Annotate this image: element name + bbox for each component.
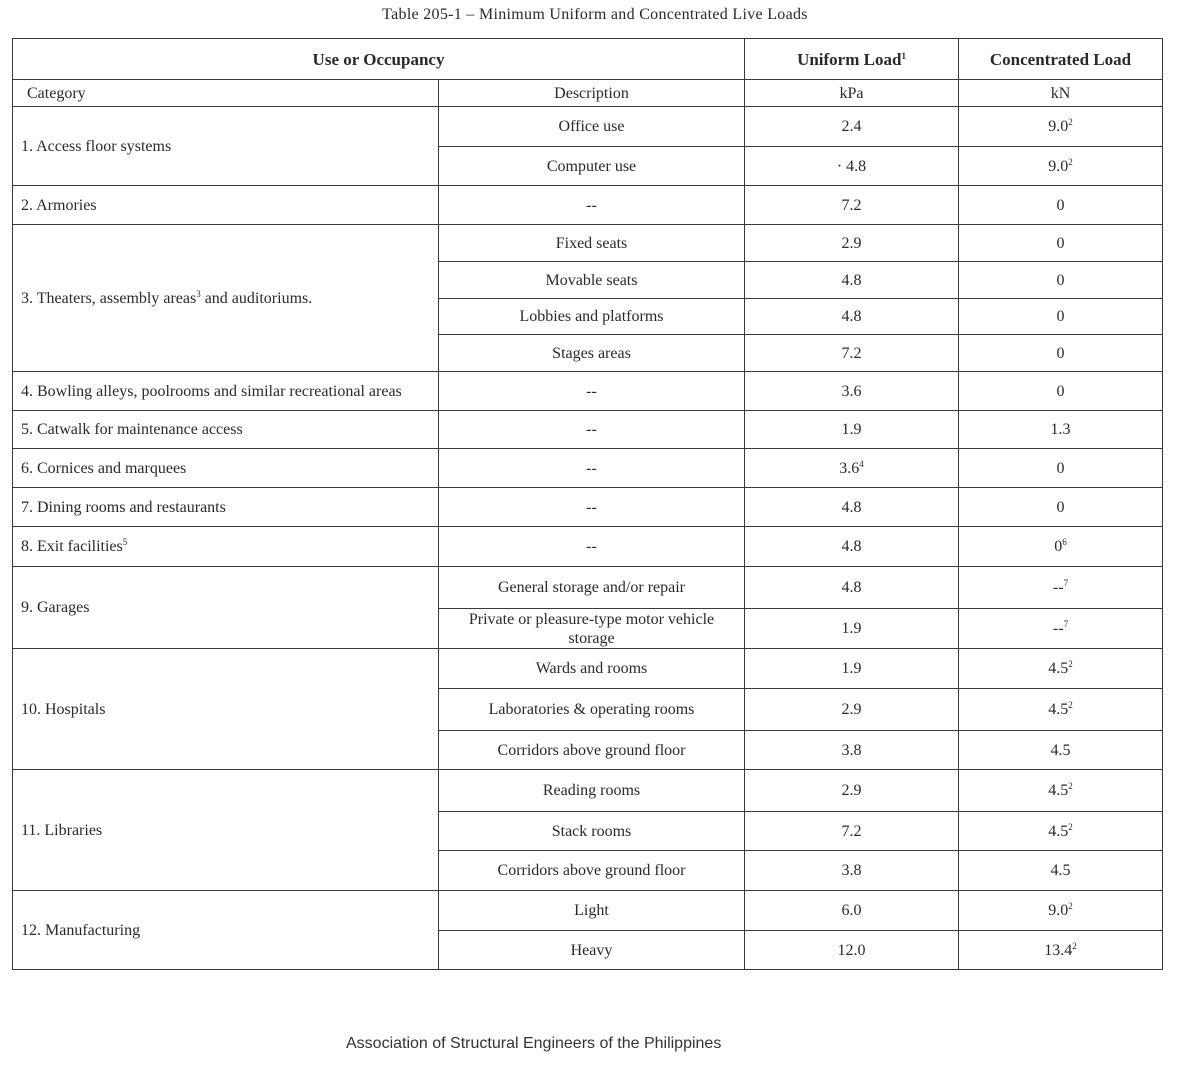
table-title: Table 205-1 – Minimum Uniform and Concentrated Live Loads: [382, 6, 808, 23]
concentrated-load-cell-footnote: 7: [1063, 619, 1069, 629]
description-cell: Corridors above ground floor: [439, 731, 745, 770]
uniform-load-cell-value: 12.0: [837, 941, 866, 959]
concentrated-load-cell-value: --: [1052, 579, 1064, 596]
category-cell: [13, 891, 439, 970]
table-body: [13, 107, 1163, 970]
concentrated-load-cell-value: 13.4: [1044, 941, 1073, 959]
concentrated-load-cell-value: 0: [1056, 498, 1065, 516]
table-row: [13, 567, 1163, 609]
concentrated-load-cell-value: 0: [1056, 308, 1065, 325]
description-cell: Private or pleasure-type motor vehicle storage: [439, 609, 745, 649]
description-cell: Wards and rooms: [439, 649, 745, 689]
uniform-load-cell: [745, 567, 959, 609]
concentrated-load-cell: [959, 186, 1163, 225]
uniform-load-cell: [745, 488, 959, 527]
uniform-load-cell-footnote: 4: [859, 458, 864, 469]
description-cell: --: [439, 488, 745, 527]
kn-unit-header: kN: [959, 80, 1163, 107]
uniform-load-cell-value: 4.8: [841, 308, 862, 325]
description-cell: Heavy: [439, 931, 745, 970]
concentrated-load-cell: [959, 527, 1163, 567]
uniform-load-cell-value: 2.4: [841, 118, 862, 135]
concentrated-load-cell: [959, 609, 1163, 649]
concentrated-load-cell: [959, 107, 1163, 147]
concentrated-load-cell-value: 4.5: [1050, 862, 1071, 879]
table-row: [13, 225, 1163, 262]
concentrated-load-cell-footnote: 2: [1068, 156, 1073, 167]
uniform-load-cell: [745, 225, 959, 262]
uniform-load-cell-value: 2.9: [841, 782, 862, 799]
concentrated-load-cell: [959, 372, 1163, 411]
description-cell: Movable seats: [439, 262, 745, 299]
description-cell: --: [439, 411, 745, 449]
concentrated-load-cell: [959, 335, 1163, 372]
concentrated-load-cell-footnote: 7: [1063, 578, 1069, 588]
uniform-load-cell: [745, 527, 959, 567]
category-label: 9. Garages: [21, 599, 90, 616]
concentrated-load-cell-footnote: 2: [1068, 659, 1073, 669]
uniform-load-cell-value: 1.9: [841, 660, 862, 677]
concentrated-load-cell: [959, 812, 1163, 851]
concentrated-load-cell-value: 1.3: [1050, 421, 1071, 438]
table-row: [13, 891, 1163, 931]
concentrated-load-cell: [959, 851, 1163, 891]
description-cell: General storage and/or repair: [439, 567, 745, 609]
concentrated-load-cell: [959, 649, 1163, 689]
uniform-load-cell-value: 7.2: [841, 196, 862, 214]
concentrated-load-cell-value: 0: [1056, 459, 1065, 477]
uniform-load-cell-value: 7.2: [841, 822, 862, 840]
uniform-load-cell: [745, 609, 959, 649]
concentrated-load-cell: [959, 147, 1163, 186]
uniform-load-cell-value: 4.8: [841, 538, 862, 555]
header-row-sub: [13, 80, 1163, 107]
description-cell: --: [439, 449, 745, 488]
concentrated-load-cell: [959, 262, 1163, 299]
uniform-load-cell: [745, 299, 959, 335]
uniform-load-cell-value: 6.0: [841, 902, 862, 919]
uniform-load-cell-value: 4.8: [841, 579, 862, 596]
description-cell: Light: [439, 891, 745, 931]
uniform-load-cell: [745, 372, 959, 411]
header-row-main: [13, 39, 1163, 80]
description-cell: Lobbies and platforms: [439, 299, 745, 335]
category-cell: [13, 372, 439, 411]
category-header: Category: [13, 80, 439, 107]
uniform-load-cell: [745, 186, 959, 225]
concentrated-load-cell-footnote: 2: [1068, 117, 1073, 127]
uniform-load-cell: [745, 931, 959, 970]
live-loads-table: [12, 38, 1163, 970]
description-cell: Computer use: [439, 147, 745, 186]
concentrated-load-cell-value: 4.5: [1050, 741, 1071, 759]
concentrated-load-header: Concentrated Load: [959, 39, 1163, 80]
table-row: [13, 372, 1163, 411]
uniform-load-cell-value: 2.9: [841, 701, 862, 718]
category-cell: [13, 107, 439, 186]
description-header: Description: [439, 80, 745, 107]
description-cell: Corridors above ground floor: [439, 851, 745, 891]
uniform-load-cell: [745, 147, 959, 186]
concentrated-load-cell-footnote: 6: [1062, 537, 1067, 547]
description-cell: --: [439, 527, 745, 567]
concentrated-load-cell-value: 9.0: [1048, 118, 1069, 135]
concentrated-load-cell: [959, 299, 1163, 335]
concentrated-load-cell: [959, 731, 1163, 770]
uniform-load-cell-value: · 4.8: [836, 157, 867, 175]
category-cell: [13, 527, 439, 567]
uniform-load-cell: [745, 851, 959, 891]
concentrated-load-cell-value: 0: [1056, 344, 1065, 362]
category-footnote: 5: [122, 537, 128, 547]
table-row: [13, 186, 1163, 225]
table-row: [13, 649, 1163, 689]
concentrated-load-cell: [959, 891, 1163, 931]
category-cell: [13, 649, 439, 770]
uniform-load-cell: [745, 731, 959, 770]
uniform-load-cell-value: 3.6: [839, 459, 860, 477]
category-label: 7. Dining rooms and restaurants: [21, 498, 226, 516]
concentrated-load-cell: [959, 411, 1163, 449]
uniform-load-cell: [745, 770, 959, 812]
concentrated-load-cell-footnote: 2: [1068, 901, 1073, 911]
category-label: 10. Hospitals: [21, 700, 106, 718]
concentrated-load-cell-value: 4.5: [1048, 660, 1069, 677]
concentrated-load-cell: [959, 689, 1163, 731]
kpa-unit-header: kPa: [745, 80, 959, 107]
category-cell: [13, 449, 439, 488]
concentrated-load-cell-footnote: 2: [1068, 700, 1073, 710]
category-cell: [13, 225, 439, 372]
concentrated-load-cell: [959, 567, 1163, 609]
concentrated-load-cell-value: 0: [1054, 538, 1063, 555]
category-label: 3. Theaters, assembly areas: [21, 289, 197, 307]
category-label: 1. Access floor systems: [21, 137, 172, 155]
uniform-load-cell-value: 4.8: [841, 498, 862, 516]
concentrated-load-cell-footnote: 2: [1068, 781, 1073, 791]
concentrated-load-cell-value: 0: [1056, 271, 1065, 289]
category-label: 6. Cornices and marquees: [21, 459, 187, 477]
concentrated-load-cell-value: 0: [1056, 382, 1065, 400]
category-cell: [13, 770, 439, 891]
concentrated-load-cell: [959, 488, 1163, 527]
table-row: [13, 449, 1163, 488]
uniform-load-cell-value: 2.9: [841, 234, 862, 252]
description-cell: Stack rooms: [439, 812, 745, 851]
category-label: 5. Catwalk for maintenance access: [21, 421, 243, 438]
table-row: [13, 488, 1163, 527]
uniform-load-cell-value: 3.6: [841, 382, 862, 400]
uniform-load-cell: [745, 689, 959, 731]
uniform-load-cell: [745, 262, 959, 299]
category-label-continued: and auditoriums.: [200, 289, 313, 307]
uniform-load-cell: [745, 812, 959, 851]
concentrated-load-cell-value: 0: [1056, 196, 1065, 214]
uniform-load-cell-value: 1.9: [841, 421, 862, 438]
uniform-load-cell: [745, 449, 959, 488]
uniform-load-label: Uniform Load: [797, 49, 902, 69]
category-cell: [13, 186, 439, 225]
uniform-load-cell-value: 7.2: [841, 344, 862, 362]
concentrated-load-cell-value: 9.0: [1048, 902, 1069, 919]
table-row: [13, 107, 1163, 147]
concentrated-load-cell-footnote: 2: [1068, 821, 1073, 832]
concentrated-load-cell-footnote: 2: [1072, 940, 1077, 951]
description-cell: --: [439, 372, 745, 411]
table-row: [13, 527, 1163, 567]
category-cell: [13, 488, 439, 527]
description-cell: Stages areas: [439, 335, 745, 372]
category-label: 12. Manufacturing: [21, 921, 141, 939]
description-cell: Fixed seats: [439, 225, 745, 262]
description-cell: Laboratories & operating rooms: [439, 689, 745, 731]
concentrated-load-cell: [959, 449, 1163, 488]
concentrated-load-cell-value: 4.5: [1048, 701, 1069, 718]
category-cell: [13, 567, 439, 649]
table-row: [13, 770, 1163, 812]
category-label: 11. Libraries: [21, 821, 103, 839]
category-cell: [13, 411, 439, 449]
uniform-load-footnote: 1: [901, 50, 906, 61]
concentrated-load-cell-value: 4.5: [1048, 782, 1069, 799]
category-footnote: 3: [196, 288, 201, 299]
concentrated-load-cell-value: --: [1052, 620, 1064, 637]
uniform-load-cell-value: 3.8: [841, 862, 862, 879]
concentrated-load-cell-value: 0: [1056, 234, 1065, 252]
uniform-load-header: [745, 39, 959, 80]
concentrated-load-cell-value: 4.5: [1048, 822, 1069, 840]
uniform-load-cell: [745, 411, 959, 449]
footer-text: Association of Structural Engineers of the Philippines: [346, 1035, 722, 1052]
table-row: [13, 411, 1163, 449]
uniform-load-cell: [745, 335, 959, 372]
concentrated-load-cell: [959, 770, 1163, 812]
concentrated-load-cell: [959, 225, 1163, 262]
category-label: 2. Armories: [21, 196, 97, 214]
use-occupancy-header: Use or Occupancy: [13, 39, 745, 80]
description-cell: --: [439, 186, 745, 225]
uniform-load-cell-value: 4.8: [841, 271, 862, 289]
concentrated-load-cell: [959, 931, 1163, 970]
uniform-load-cell: [745, 649, 959, 689]
uniform-load-cell-value: 1.9: [841, 620, 862, 637]
concentrated-load-cell-value: 9.0: [1048, 157, 1069, 175]
description-cell: Reading rooms: [439, 770, 745, 812]
uniform-load-cell: [745, 891, 959, 931]
description-cell: Office use: [439, 107, 745, 147]
category-label: 8. Exit facilities: [21, 538, 123, 555]
uniform-load-cell: [745, 107, 959, 147]
uniform-load-cell-value: 3.8: [841, 741, 862, 759]
category-label: 4. Bowling alleys, poolrooms and similar recreational areas: [21, 382, 402, 400]
